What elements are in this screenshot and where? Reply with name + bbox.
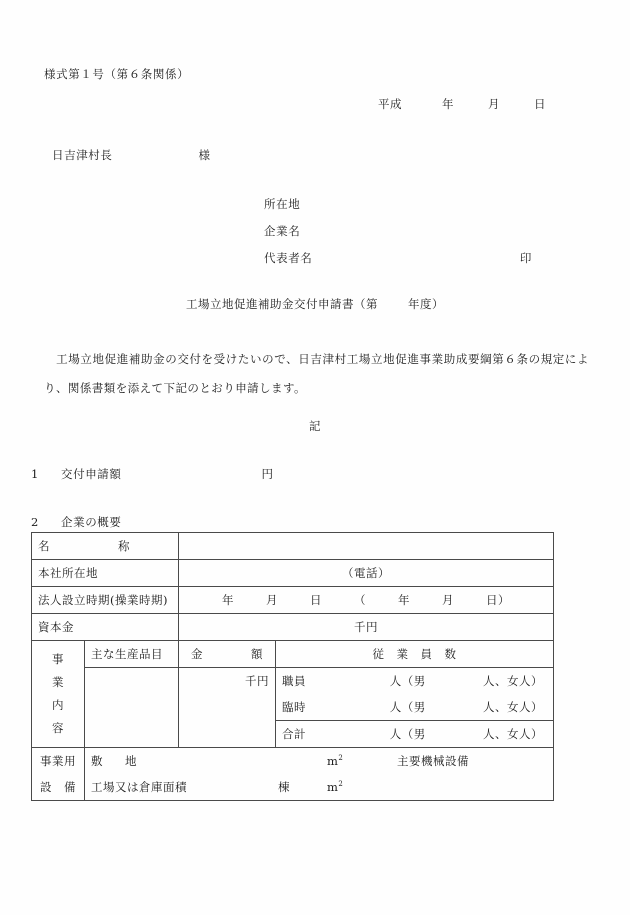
- addressee: [52, 147, 211, 163]
- item2-number: 2: [31, 515, 39, 529]
- founded-month2: 月: [442, 593, 454, 607]
- facility-land-unit: $m^2$: [327, 754, 344, 768]
- item2-label: 企業の概要: [61, 515, 122, 529]
- facility-building-mune: 棟: [278, 780, 290, 794]
- title-main: 工場立地促進補助金交付申請書（第: [186, 297, 378, 311]
- day-label: 日: [534, 97, 546, 111]
- employee-staff-female: 人、女: [483, 674, 519, 688]
- item1-unit: 円: [261, 467, 274, 481]
- table-row-capital: [32, 614, 554, 641]
- form-number: 様式第１号（第６条関係）: [44, 67, 190, 81]
- cell-facility-building[interactable]: [85, 774, 554, 801]
- cell-employees-header: 従 業 員 数: [276, 641, 554, 668]
- table-row-facility-land: [32, 748, 554, 775]
- ki-marker: 記: [309, 419, 321, 433]
- cell-amount-unit[interactable]: 千円: [179, 668, 276, 748]
- cell-employee-temp[interactable]: [276, 694, 554, 721]
- table-row-business-header: [32, 641, 554, 668]
- employee-temp-female: 人、女: [483, 700, 519, 714]
- employee-temp-name: 臨時: [282, 700, 306, 714]
- cell-facility-land[interactable]: [85, 748, 554, 775]
- cell-business-vertical-label: 事 業 内 容: [32, 641, 85, 748]
- item-company-overview: [31, 514, 122, 530]
- month-label: 月: [488, 97, 500, 111]
- employee-staff-male: 人（男: [389, 674, 426, 688]
- facility-building-unit: $m^2$: [327, 780, 344, 794]
- cell-founded-label: 法人設立時期(操業時期): [32, 587, 179, 614]
- seal-mark-icon: 印: [519, 251, 532, 265]
- employee-total-name: 合計: [282, 727, 306, 741]
- era-label: 平成: [378, 97, 402, 111]
- founded-month: 月: [266, 593, 278, 607]
- employee-total-female: 人、女: [483, 727, 519, 741]
- applicant-representative-label: 代表者名: [264, 251, 313, 265]
- title-suffix: 年度）: [408, 297, 444, 311]
- employee-total-close: 人）: [519, 727, 543, 741]
- cell-founded-value[interactable]: [179, 587, 554, 614]
- cell-hq-value[interactable]: （電話）: [179, 560, 554, 587]
- applicant-address-label: 所在地: [264, 197, 301, 211]
- cell-products-value[interactable]: [85, 668, 179, 748]
- page-title: [0, 296, 630, 312]
- cell-facility-label-a: 事業用: [32, 748, 85, 775]
- addressee-honorific: 様: [198, 148, 211, 162]
- founded-paren-open: （: [354, 593, 366, 607]
- founded-day2: 日）: [486, 593, 510, 607]
- facility-building-name: 工場又は倉庫面積: [91, 780, 187, 794]
- applicant-block: [264, 196, 554, 277]
- employee-staff-name: 職員: [282, 674, 306, 688]
- applicant-company-label: 企業名: [264, 224, 301, 238]
- cell-capital-unit[interactable]: 千円: [179, 614, 554, 641]
- applicant-company-line: [264, 223, 554, 250]
- employee-total-male: 人（男: [389, 727, 426, 741]
- cell-employee-total[interactable]: [276, 721, 554, 748]
- body-paragraph: 工場立地促進補助金の交付を受けたいので、日吉津村工場立地促進事業助成要綱第６条の規定により、関係書類を添えて下記のとおり申請します。: [44, 352, 589, 395]
- cell-facility-label-b: 設 備: [32, 774, 85, 801]
- cell-name-label: 名称: [32, 533, 179, 560]
- founded-day: 日: [310, 593, 322, 607]
- table-row-headquarters: [32, 560, 554, 587]
- applicant-representative-line: [264, 250, 554, 277]
- employee-temp-close: 人）: [519, 700, 543, 714]
- cell-name-value[interactable]: [179, 533, 554, 560]
- cell-hq-label: 本社所在地: [32, 560, 179, 587]
- employee-staff-close: 人）: [519, 674, 543, 688]
- table-row-name: [32, 533, 554, 560]
- item1-number: 1: [31, 467, 39, 481]
- table-row-facility-building: [32, 774, 554, 801]
- table-row-employee-staff: [32, 668, 554, 695]
- item1-label: 交付申請額: [61, 467, 122, 481]
- table-row-founded: [32, 587, 554, 614]
- year-label: 年: [442, 97, 454, 111]
- date-line: [378, 96, 546, 112]
- founded-year: 年: [222, 593, 234, 607]
- item-grant-amount: [31, 466, 274, 482]
- employee-temp-male: 人（男: [389, 700, 426, 714]
- founded-year2: 年: [398, 593, 410, 607]
- applicant-address-line: [264, 196, 554, 223]
- company-overview-table: [31, 532, 554, 801]
- cell-capital-label: 資本金: [32, 614, 179, 641]
- cell-products-header: 主な生産品目: [85, 641, 179, 668]
- cell-employee-staff[interactable]: [276, 668, 554, 695]
- facility-machinery-label: 主要機械設備: [397, 754, 469, 768]
- facility-land-name: 敷地: [91, 754, 137, 768]
- cell-amount-header: 金額: [179, 641, 276, 668]
- addressee-name: 日吉津村長: [52, 148, 113, 162]
